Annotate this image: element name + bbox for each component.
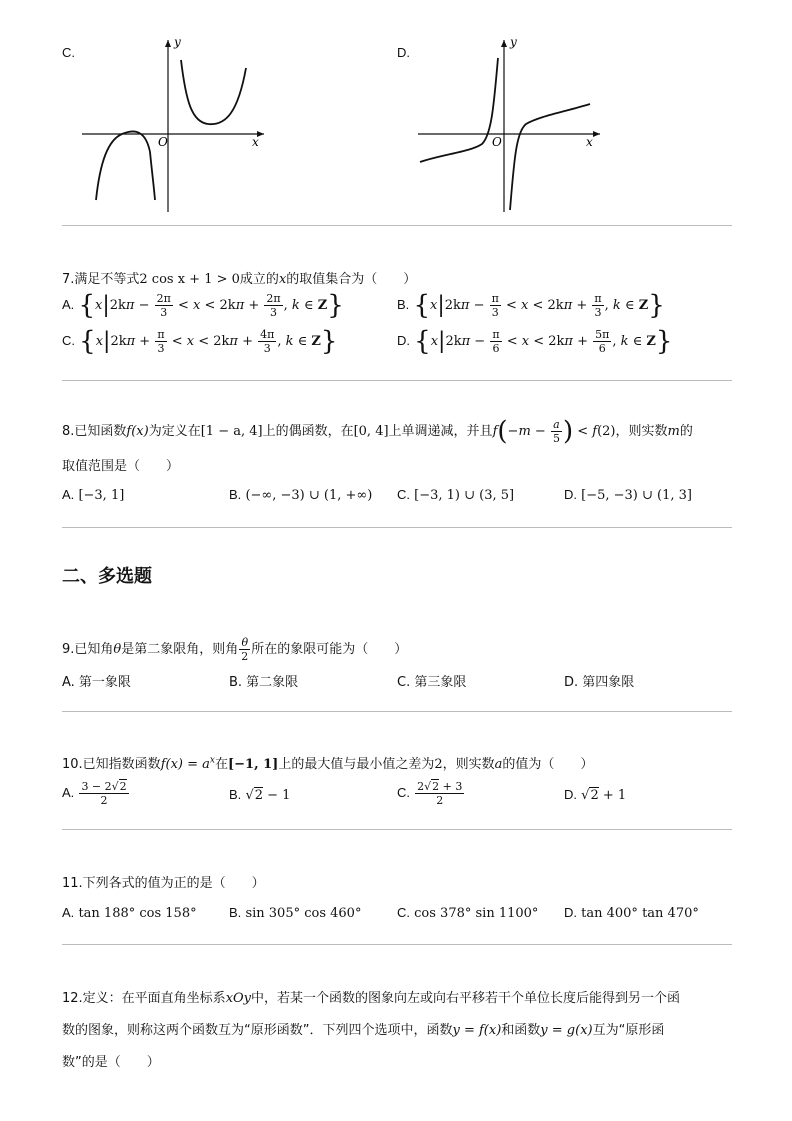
q8-text: 为定义在: [148, 424, 201, 439]
q10-interval: [−1, 1]: [227, 757, 279, 772]
q8-c-label: C.: [397, 487, 410, 502]
curve-left: [420, 58, 498, 162]
q12-text: 中，若某一个函数的图象向左或向右平移若干个单位长度后能得到另一个函: [251, 991, 681, 1006]
q11-a-value: tan 188° cos 158°: [78, 906, 197, 921]
q12-text: 和函数: [501, 1023, 541, 1038]
q10-fx: f(x) = a: [160, 757, 210, 772]
q12-f: y = f(x): [452, 1023, 502, 1038]
q7-stem-text: 7.满足不等式: [62, 272, 140, 287]
y-axis-arrow: [501, 40, 507, 47]
q11-stem: 11.下列各式的值为正的是（ ）: [62, 876, 265, 891]
q8-a-label: A.: [62, 487, 75, 502]
q8-text: 上单调递减，并且: [388, 424, 493, 439]
q7-option-c[interactable]: C. {x|2kπ + $\frac{\pi}{3}$ < x < 2kπ + $\frac{4\pi}{3}$ , k ∈ Z}: [62, 326, 338, 357]
q8-a-value: [−3, 1]: [78, 488, 125, 503]
q8-d-label: D.: [564, 487, 577, 502]
q9-stem: 9.已知角θ是第二象限角，则角 $\frac{\theta}{2}$ 所在的象限可能为（ ）: [62, 636, 408, 663]
divider: [62, 527, 732, 528]
option-c-label: C.: [62, 45, 75, 60]
q7-b-label: B.: [397, 297, 410, 312]
q8-b-label: B.: [229, 487, 242, 502]
q10-text: 的值为（ ）: [502, 757, 594, 772]
q8-text: ，则实数: [615, 424, 668, 439]
q8-text: 上的偶函数，在: [262, 424, 354, 439]
q10-option-c[interactable]: C. $\frac{2√2 + 3}{2}$: [397, 780, 463, 807]
q8-option-d[interactable]: [564, 487, 692, 503]
q10-text: ，则实数: [442, 757, 495, 772]
q7-inequality: 2 cos x + 1 > 0: [139, 272, 240, 287]
q8-d-value: [−5, −3) ∪ (1, 3]: [581, 488, 692, 503]
q11-d-label: D.: [564, 905, 577, 920]
q9-option-a[interactable]: A. 第一象限: [62, 675, 131, 690]
q9-text: 9.已知角: [62, 642, 114, 657]
q10-two: 2: [434, 757, 443, 772]
q8-text: 的: [679, 424, 693, 439]
curve-right: [181, 60, 246, 124]
q12-stem-line1: [62, 987, 680, 1006]
q11-option-d[interactable]: [564, 905, 699, 921]
q9-text: 是第二象限角，则角: [121, 642, 239, 657]
x-axis-arrow: [593, 131, 600, 137]
origin-label: O: [158, 135, 168, 149]
q12-coord-system: xOy: [225, 991, 252, 1006]
q9-text: 所在的象限可能为（ ）: [251, 642, 408, 657]
q8-interval: [0, 4]: [353, 424, 389, 439]
q12-g: y = g(x): [540, 1023, 593, 1038]
q8-domain: [1 − a, 4]: [200, 424, 263, 439]
q10-var: a: [494, 757, 503, 772]
q9-theta: θ: [113, 642, 122, 657]
q10-a-label: A.: [62, 785, 75, 800]
q8-b-value: (−∞, −3) ∪ (1, +∞): [245, 488, 373, 503]
q8-var: m: [667, 424, 680, 439]
q8-text: 8.已知函数: [62, 424, 127, 439]
q10-exponent: x: [209, 755, 215, 766]
x-axis-label: x: [252, 135, 259, 149]
curve-right: [510, 104, 590, 210]
q7-option-d[interactable]: D. {x|2kπ − $\frac{\pi}{6}$ < x < 2kπ + $\frac{5\pi}{6}$ , k ∈ Z}: [397, 326, 673, 357]
q7-var: x: [278, 272, 287, 287]
q11-c-value: cos 378° sin 1100°: [414, 906, 539, 921]
q9-option-b[interactable]: B. 第二象限: [229, 675, 299, 690]
q7-stem-end: 的取值集合为（ ）: [286, 272, 417, 287]
q8-stem-line1: 8.已知函数f(x)为定义在[1 − a, 4]上的偶函数，在[0, 4]上单调递减，并且f(−m − $\frac{a}{5}$ ) < f(2)，则实数m的: [62, 416, 693, 447]
divider: [62, 829, 732, 830]
q12-stem-line2: [62, 1019, 664, 1038]
q10-text: 10.已知指数函数: [62, 757, 161, 772]
q8-stem-line2: 取值范围是（ ）: [62, 459, 180, 474]
divider: [62, 944, 732, 945]
q10-option-d[interactable]: D. √2 + 1: [564, 787, 627, 803]
curve-left: [96, 131, 155, 200]
q12-stem-line3: 数”的是（ ）: [62, 1055, 160, 1070]
q11-a-label: A.: [62, 905, 75, 920]
q8-c-value: [−3, 1) ∪ (3, 5]: [414, 488, 515, 503]
q11-d-value: tan 400° tan 470°: [581, 906, 699, 921]
q10-text: 在: [214, 757, 228, 772]
divider: [62, 380, 732, 381]
q8-option-b[interactable]: [229, 487, 372, 503]
q7-stem: [62, 268, 416, 287]
option-d-label: D.: [397, 45, 410, 60]
q11-option-a[interactable]: [62, 905, 197, 921]
q7-c-label: C.: [62, 333, 75, 348]
q7-stem-text2: 成立的: [239, 272, 279, 287]
q10-c-label: C.: [397, 785, 410, 800]
q11-c-label: C.: [397, 905, 410, 920]
q10-option-a[interactable]: A. $\frac{3 - 2√2}{2}$: [62, 780, 127, 807]
y-axis-label: y: [174, 35, 181, 49]
q10-stem: [62, 753, 593, 772]
q7-a-label: A.: [62, 297, 75, 312]
q7-option-b[interactable]: B. {x|2kπ − $\frac{\pi}{3}$ < x < 2kπ + $\frac{\pi}{3}$ , k ∈ Z}: [397, 290, 665, 321]
x-axis-label: x: [586, 135, 593, 149]
section-title: 二、多选题: [62, 566, 152, 587]
y-axis-label: y: [510, 35, 517, 49]
q9-option-d[interactable]: D. 第四象限: [564, 675, 635, 690]
q11-option-c[interactable]: [397, 905, 538, 921]
graph-option-c: [78, 32, 278, 218]
y-axis-arrow: [165, 40, 171, 47]
q7-option-a[interactable]: A. {x|2kπ − $\frac{2\pi}{3}$ < x < 2kπ + $\frac{2\pi}{3}$ , k ∈ Z}: [62, 290, 344, 321]
divider: [62, 711, 732, 712]
q8-option-c[interactable]: [397, 487, 514, 503]
q9-option-c[interactable]: C. 第三象限: [397, 675, 467, 690]
q12-text: 数的图象，则称这两个函数互为“原形函数”．下列四个选项中，函数: [62, 1023, 453, 1038]
divider: [62, 225, 732, 226]
graph-option-d: [414, 32, 614, 218]
q11-b-value: sin 305° cos 460°: [245, 906, 362, 921]
q11-option-b[interactable]: [229, 905, 361, 921]
q10-option-b[interactable]: B. √2 − 1: [229, 787, 291, 803]
q10-b-label: B.: [229, 787, 242, 802]
q10-text: 上的最大值与最小值之差为: [278, 757, 435, 772]
q8-option-a[interactable]: [62, 487, 124, 503]
origin-label: O: [492, 135, 502, 149]
q12-text: 互为“原形函: [592, 1023, 665, 1038]
q10-d-label: D.: [564, 787, 577, 802]
q12-text: 12.定义：在平面直角坐标系: [62, 991, 226, 1006]
q8-fx: f(x): [126, 424, 149, 439]
q7-d-label: D.: [397, 333, 410, 348]
q11-b-label: B.: [229, 905, 242, 920]
